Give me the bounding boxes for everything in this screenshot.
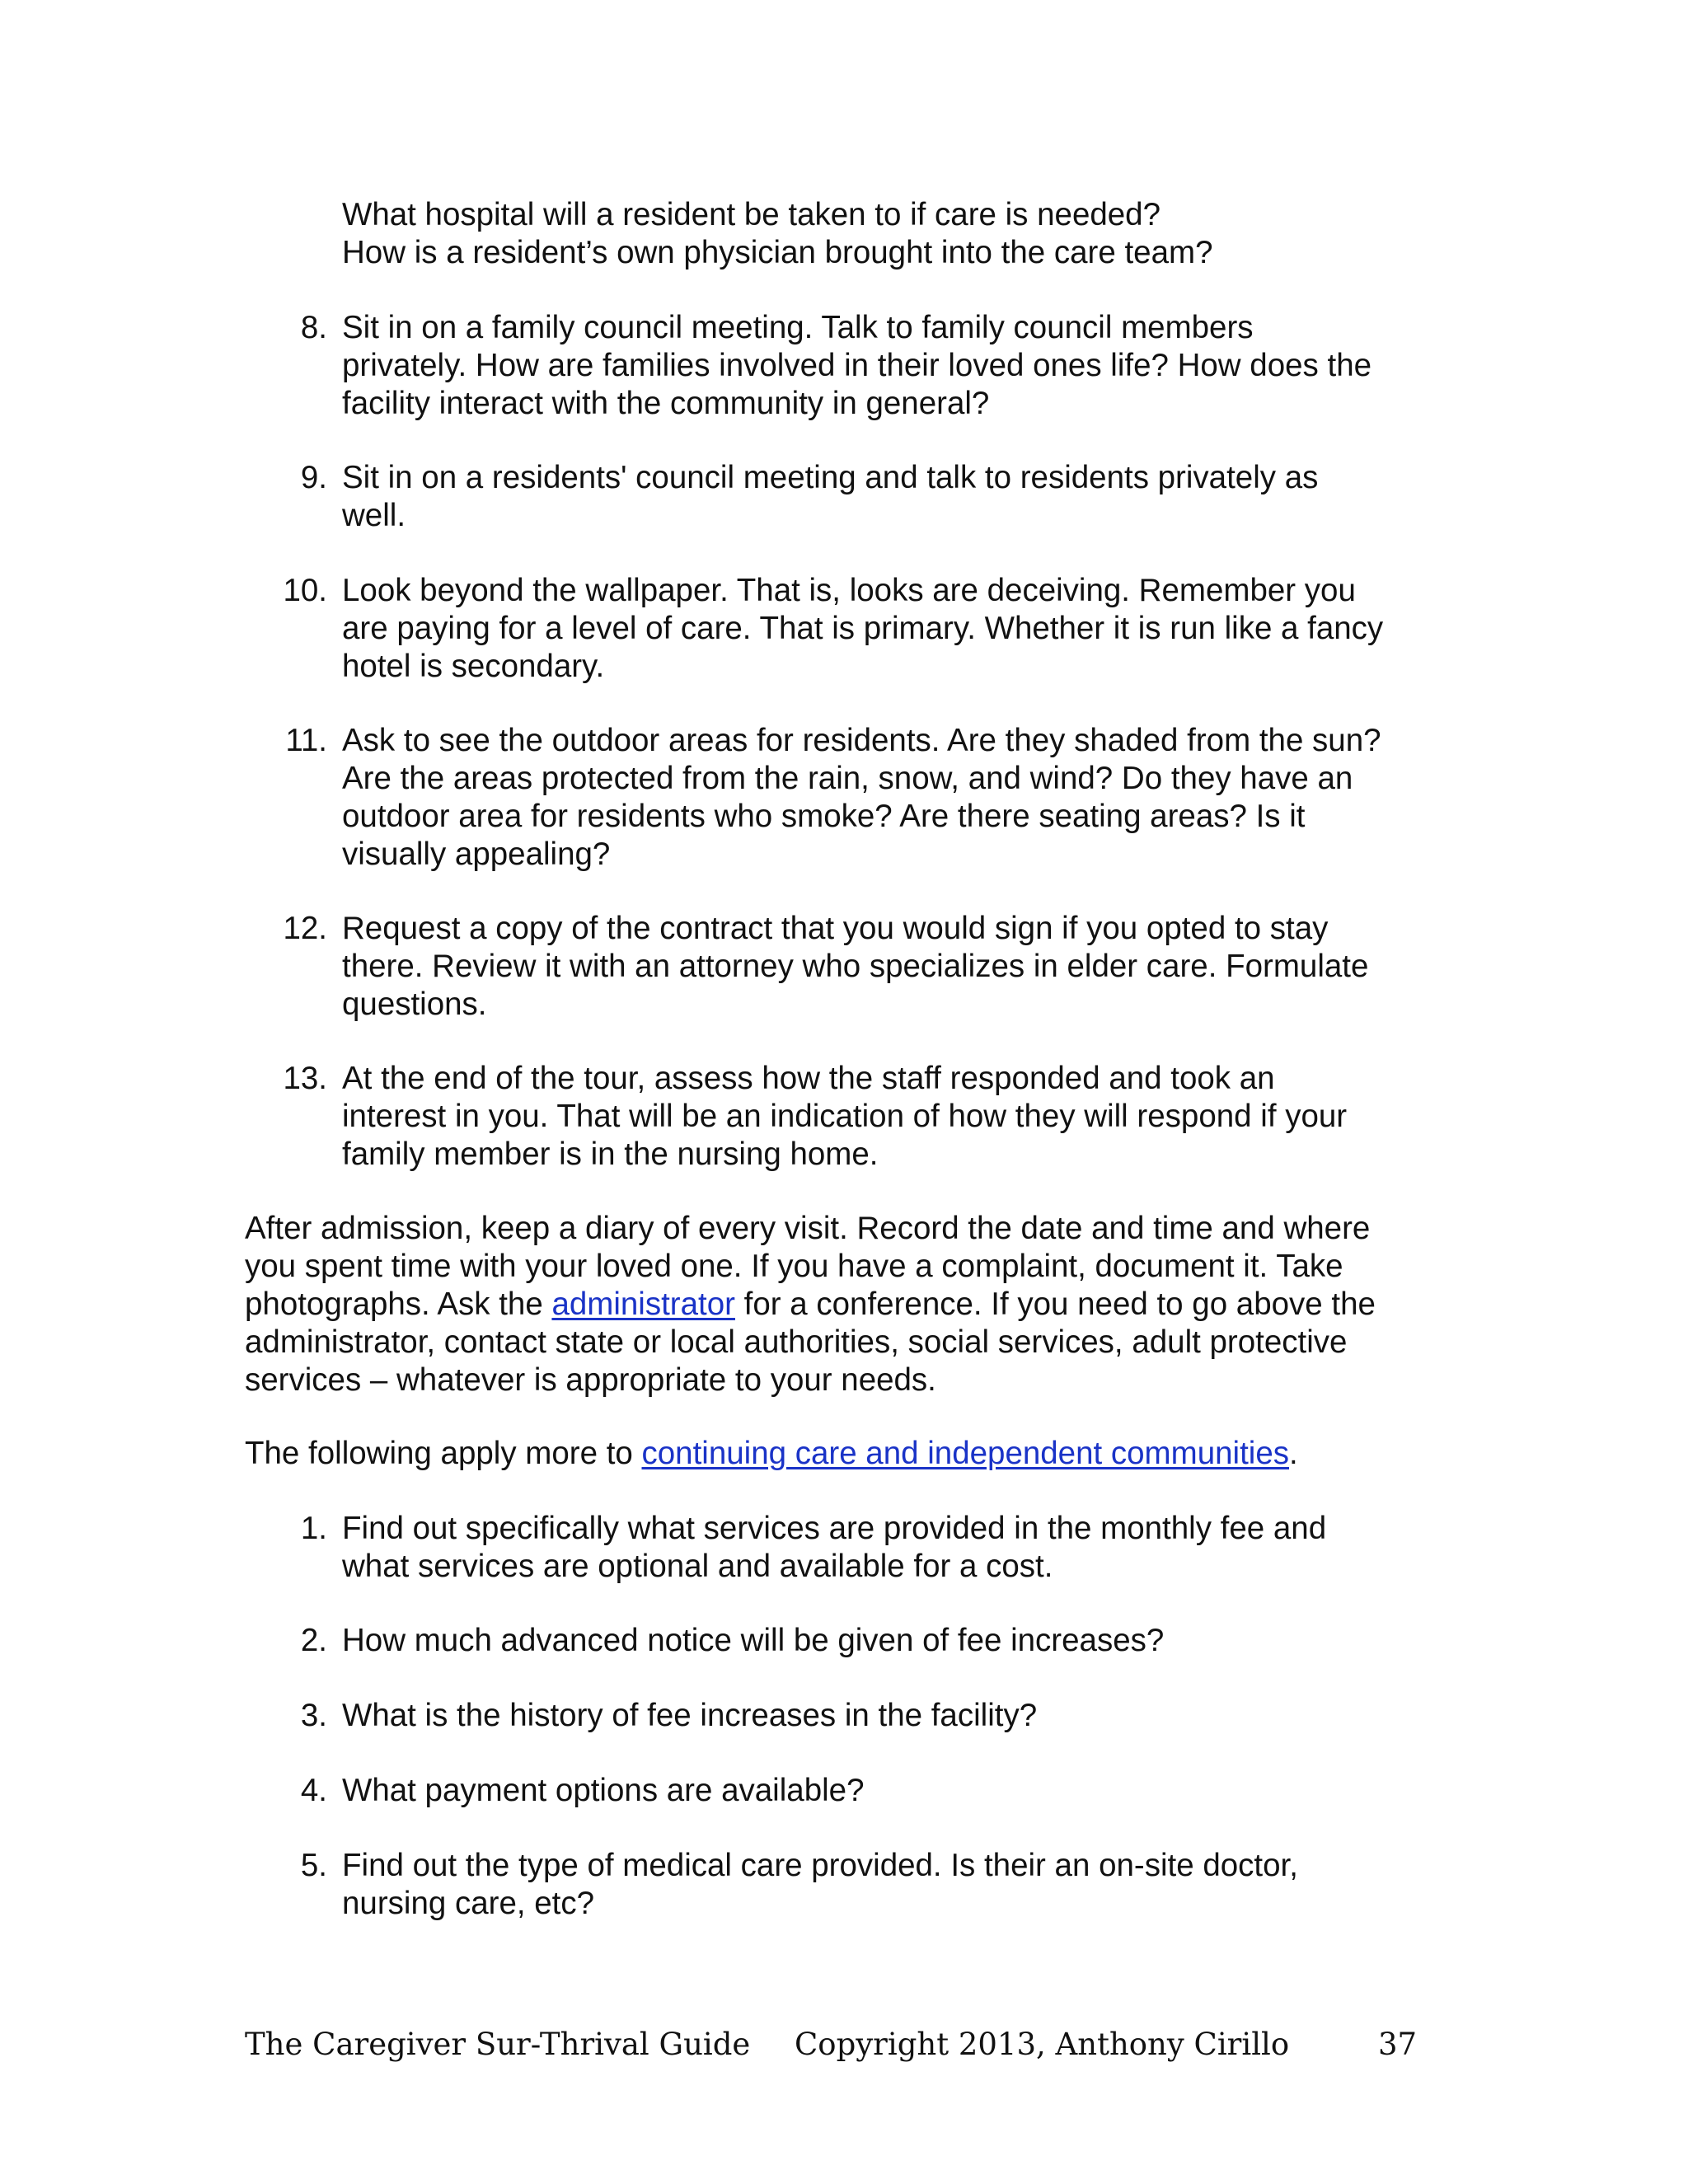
list-item-line: Are the areas protected from the rain, snow, and wind? Do they have an	[342, 761, 1353, 796]
list-number: 11.	[285, 723, 327, 758]
list-item-line: facility interact with the community in general?	[342, 386, 990, 421]
list-number: 13.	[283, 1061, 327, 1096]
continuation-line: What hospital will a resident be taken to if care is needed?	[342, 197, 1161, 232]
list-b-item-1	[300, 1510, 1327, 1586]
list-item-13	[283, 1060, 1348, 1174]
list-item-line: Request a copy of the contract that you would sign if you opted to stay	[342, 911, 1329, 946]
list-item-line: interest in you. That will be an indication of how they will respond if your	[342, 1099, 1348, 1134]
list-item-line: Sit in on a family council meeting. Talk to family council members	[342, 310, 1254, 345]
list-number: 1.	[300, 1511, 327, 1546]
list-number: 3.	[300, 1698, 327, 1733]
list-item-line: family member is in the nursing home.	[342, 1137, 879, 1172]
continuation-line: How is a resident’s own physician brought into the care team?	[342, 235, 1213, 270]
paragraph-line: administrator, contact state or local authorities, social services, adult protective	[245, 1324, 1348, 1360]
list-item-line: questions.	[342, 987, 487, 1022]
list-item-line: How much advanced notice will be given of fee increases?	[342, 1623, 1165, 1658]
list-item-line: Ask to see the outdoor areas for residents. Are they shaded from the sun?	[342, 723, 1381, 758]
list-item-line: Sit in on a residents' council meeting and talk to residents privately as	[342, 460, 1319, 495]
list-item-line: visually appealing?	[342, 837, 611, 872]
list-number: 5.	[300, 1848, 327, 1883]
list-item-line: what services are optional and available for a cost.	[342, 1549, 1053, 1584]
list-item-12	[283, 910, 1369, 1024]
paragraph-line	[245, 1286, 1376, 1324]
list-number: 10.	[283, 573, 327, 608]
paragraph-text: for a conference. If you need to go above the	[734, 1286, 1376, 1322]
list-item-line: Find out specifically what services are provided in the monthly fee and	[342, 1511, 1327, 1546]
list-item-line: hotel is secondary.	[342, 649, 605, 684]
list-b-item-2	[300, 1622, 1165, 1660]
list-item-11	[285, 722, 1381, 874]
list-item-8	[300, 309, 1372, 423]
list-item-line: are paying for a level of care. That is primary. Whether it is run like a fancy	[342, 611, 1384, 646]
list-b-item-4	[300, 1772, 865, 1810]
footer-copyright: Copyright 2013, Anthony Cirillo	[795, 2027, 1290, 2062]
list-number: 9.	[300, 460, 327, 495]
list-item-line: What is the history of fee increases in the facility?	[342, 1698, 1038, 1733]
list-item-line: privately. How are families involved in their loved ones life? How does the	[342, 348, 1372, 383]
paragraph-text: .	[1289, 1436, 1298, 1471]
list-item-line: well.	[342, 498, 406, 533]
list-number: 8.	[300, 310, 327, 345]
list-item-line: outdoor area for residents who smoke? Are there seating areas? Is it	[342, 799, 1306, 834]
list-item-line: Look beyond the wallpaper. That is, looks are deceiving. Remember you	[342, 573, 1356, 608]
item-7-continuation	[342, 196, 1212, 272]
list-item-line: there. Review it with an attorney who specializes in elder care. Formulate	[342, 949, 1369, 984]
footer-book-title: The Caregiver Sur-Thrival Guide	[245, 2027, 751, 2062]
list-item-line: At the end of the tour, assess how the staff responded and took an	[342, 1061, 1275, 1096]
paragraph-line	[245, 1435, 1298, 1473]
list-b-item-5	[300, 1847, 1298, 1923]
list-item-line: Find out the type of medical care provided. Is their an on-site doctor,	[342, 1848, 1298, 1883]
list-item-line: nursing care, etc?	[342, 1886, 595, 1921]
paragraph-text: photographs. Ask the	[245, 1286, 552, 1322]
list-number: 4.	[300, 1773, 327, 1808]
administrator-link[interactable]: administrator	[551, 1286, 735, 1322]
list-item-10	[283, 572, 1384, 686]
continuing-care-link[interactable]: continuing care and independent communities	[641, 1436, 1289, 1471]
following-paragraph	[245, 1435, 1298, 1473]
paragraph-line: services – whatever is appropriate to your needs.	[245, 1362, 936, 1398]
list-item-line: What payment options are available?	[342, 1773, 865, 1808]
paragraph-line: After admission, keep a diary of every visit. Record the date and time and where	[245, 1211, 1371, 1246]
list-item-9	[300, 459, 1319, 535]
list-b-item-3	[300, 1697, 1038, 1735]
list-number: 2.	[300, 1623, 327, 1658]
list-number: 12.	[283, 911, 327, 946]
paragraph-line: you spent time with your loved one. If you have a complaint, document it. Take	[245, 1249, 1343, 1284]
footer-page-number: 37	[1378, 2027, 1418, 2062]
paragraph-text: The following apply more to	[245, 1436, 642, 1471]
admission-paragraph	[245, 1210, 1376, 1399]
